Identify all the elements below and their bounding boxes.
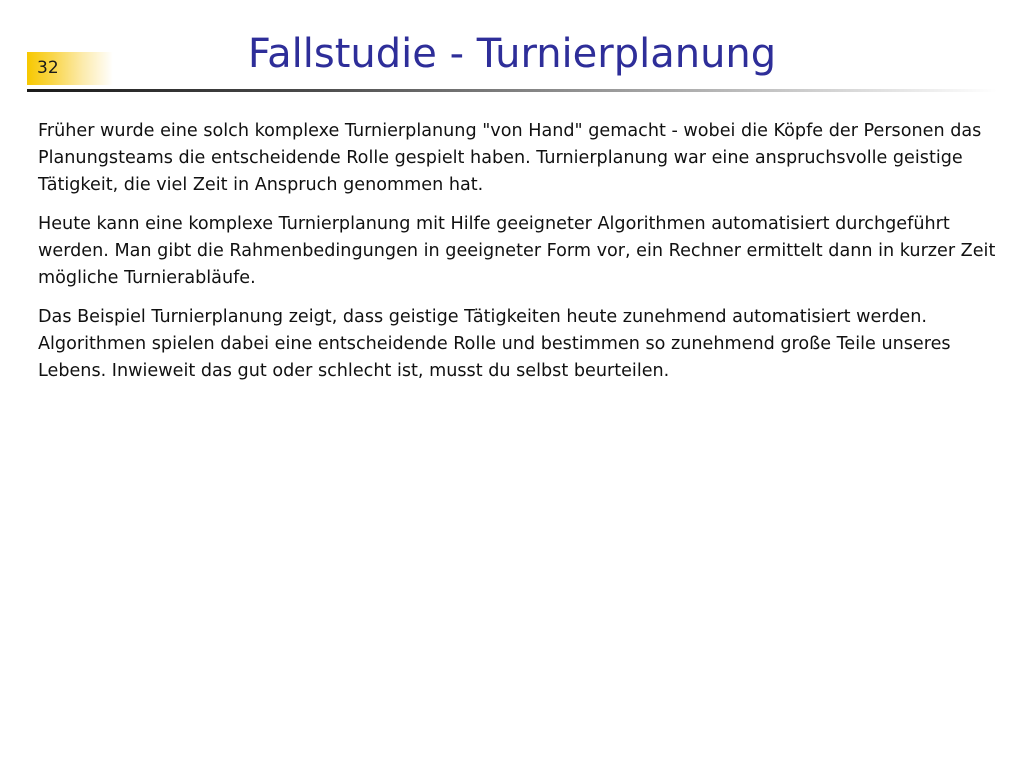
slide-title: Fallstudie - Turnierplanung (247, 31, 777, 77)
body-paragraph: Heute kann eine komplexe Turnierplanung mit Hilfe geeigneter Algorithmen automatisiert durchgeführt werden. Man gibt die Rahmenbedingungen in geeigneter Form vor, ein Rechner ermittelt dann in kurzer Zeit mögliche Turnierabläufe. (38, 214, 996, 288)
body-paragraph: Früher wurde eine solch komplexe Turnierplanung "von Hand" gemacht - wobei die Köpfe der Personen das Planungsteams die entscheidende Rolle gespielt haben. Turnierplanung war eine anspruchsvolle geistige Tätigkeit, die viel Zeit in Anspruch genommen hat. (38, 121, 982, 195)
page-number: 32 (37, 58, 59, 78)
slide-body (38, 118, 998, 397)
title-divider (27, 89, 997, 92)
body-paragraph: Das Beispiel Turnierplanung zeigt, dass geistige Tätigkeiten heute zunehmend automatisiert werden. Algorithmen spielen dabei eine entscheidende Rolle und bestimmen so zunehmend große Teile unseres Lebens. Inwieweit das gut oder schlecht ist, musst du selbst beurteilen. (38, 307, 951, 381)
